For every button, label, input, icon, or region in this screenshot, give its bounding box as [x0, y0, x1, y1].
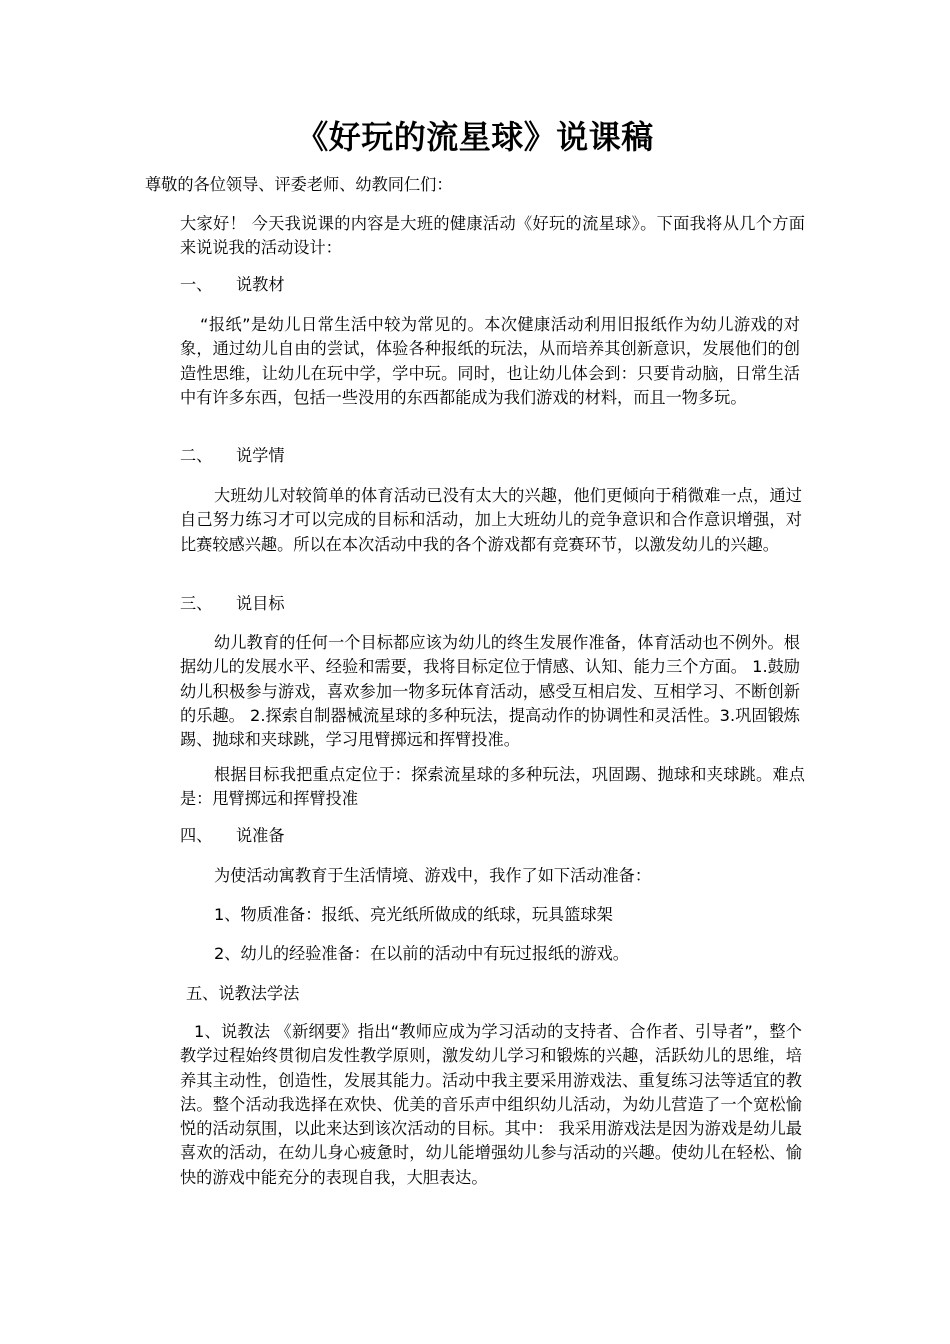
section-3-paragraph-1: 幼儿教育的任何一个目标都应该为幼儿的终生发展作准备，体育活动也不例外。根据幼儿的发展水平、经验和需要，我将目标定位于情感、认知、能力三个方面。 1.鼓励幼儿积极参与游戏，喜欢参加一物多玩体育活动，感受互相启发、互相学习、不断创新的乐趣。 2.探索自制器械流星球的多种玩法，提高动作的协调性和灵活性。3.巩固锻炼踢、抛球和夹球跳，学习甩臂掷远和挥臂投准。 — [180, 633, 800, 750]
section-5-heading — [186, 982, 299, 1006]
section-4-heading — [180, 824, 285, 848]
section-number: 三、 — [180, 594, 213, 613]
section-title: 说准备 — [236, 826, 285, 845]
section-2-heading — [180, 444, 285, 468]
salutation: 尊敬的各位领导、评委老师、幼教同仁们： — [145, 175, 453, 194]
section-number: 四、 — [180, 826, 213, 845]
section-title: 说教法学法 — [218, 984, 300, 1003]
section-4-paragraph-2: 1、物质准备：报纸、亮光纸所做成的纸球，玩具篮球架 — [214, 905, 613, 924]
section-5-paragraph: 1、说教法 《新纲要》指出“教师应成为学习活动的支持者、合作者、引导者”，整个教学过程始终贯彻启发性教学原则，激发幼儿学习和锻炼的兴趣，活跃幼儿的思维，培养其主动性，创造性，发展其能力。活动中我主要采用游戏法、重复练习法等适宜的教法。整个活动我选择在欢快、优美的音乐声中组织幼儿活动，为幼儿营造了一个宽松愉悦的活动氛围，以此来达到该次活动的目标。其中： 我采用游戏法是因为游戏是幼儿最喜欢的活动，在幼儿身心疲惫时，幼儿能增强幼儿参与活动的兴趣。使幼儿在轻松、愉快的游戏中能充分的表现自我，大胆表达。 — [180, 1022, 802, 1187]
section-4-paragraph-3: 2、幼儿的经验准备：在以前的活动中有玩过报纸的游戏。 — [214, 944, 629, 963]
section-1-heading — [180, 273, 285, 297]
document-title: 《好玩的流星球》说课稿 — [296, 118, 654, 156]
section-1-paragraph: “报纸”是幼儿日常生活中较为常见的。本次健康活动利用旧报纸作为幼儿游戏的对象，通过幼儿自由的尝试，体验各种报纸的玩法，从而培养其创新意识，发展他们的创造性思维，让幼儿在玩中学，学中玩。同时，也让幼儿体会到：只要肯动脑，日常生活中有许多东西，包括一些没用的东西都能成为我们游戏的材料，而且一物多玩。 — [180, 315, 800, 407]
section-3-paragraph-2: 根据目标我把重点定位于：探索流星球的多种玩法，巩固踢、抛球和夹球跳。难点是：甩臂掷远和挥臂投准 — [180, 765, 805, 809]
intro-paragraph: 大家好！ 今天我说课的内容是大班的健康活动《好玩的流星球》。下面我将从几个方面来说说我的活动设计： — [180, 214, 805, 258]
section-title: 说教材 — [236, 275, 285, 294]
section-number: 二、 — [180, 446, 213, 465]
section-title: 说学情 — [236, 446, 285, 465]
section-2-paragraph: 大班幼儿对较简单的体育活动已没有太大的兴趣，他们更倾向于稍微难一点，通过自己努力练习才可以完成的目标和活动，加上大班幼儿的竞争意识和合作意识增强，对比赛较感兴趣。所以在本次活动中我的各个游戏都有竞赛环节，以激发幼儿的兴趣。 — [180, 486, 802, 554]
section-number: 五、 — [186, 984, 219, 1003]
section-number: 一、 — [180, 275, 213, 294]
section-3-heading — [180, 592, 285, 616]
section-title: 说目标 — [236, 594, 285, 613]
section-4-paragraph-1: 为使活动寓教育于生活情境、游戏中，我作了如下活动准备： — [214, 866, 652, 885]
